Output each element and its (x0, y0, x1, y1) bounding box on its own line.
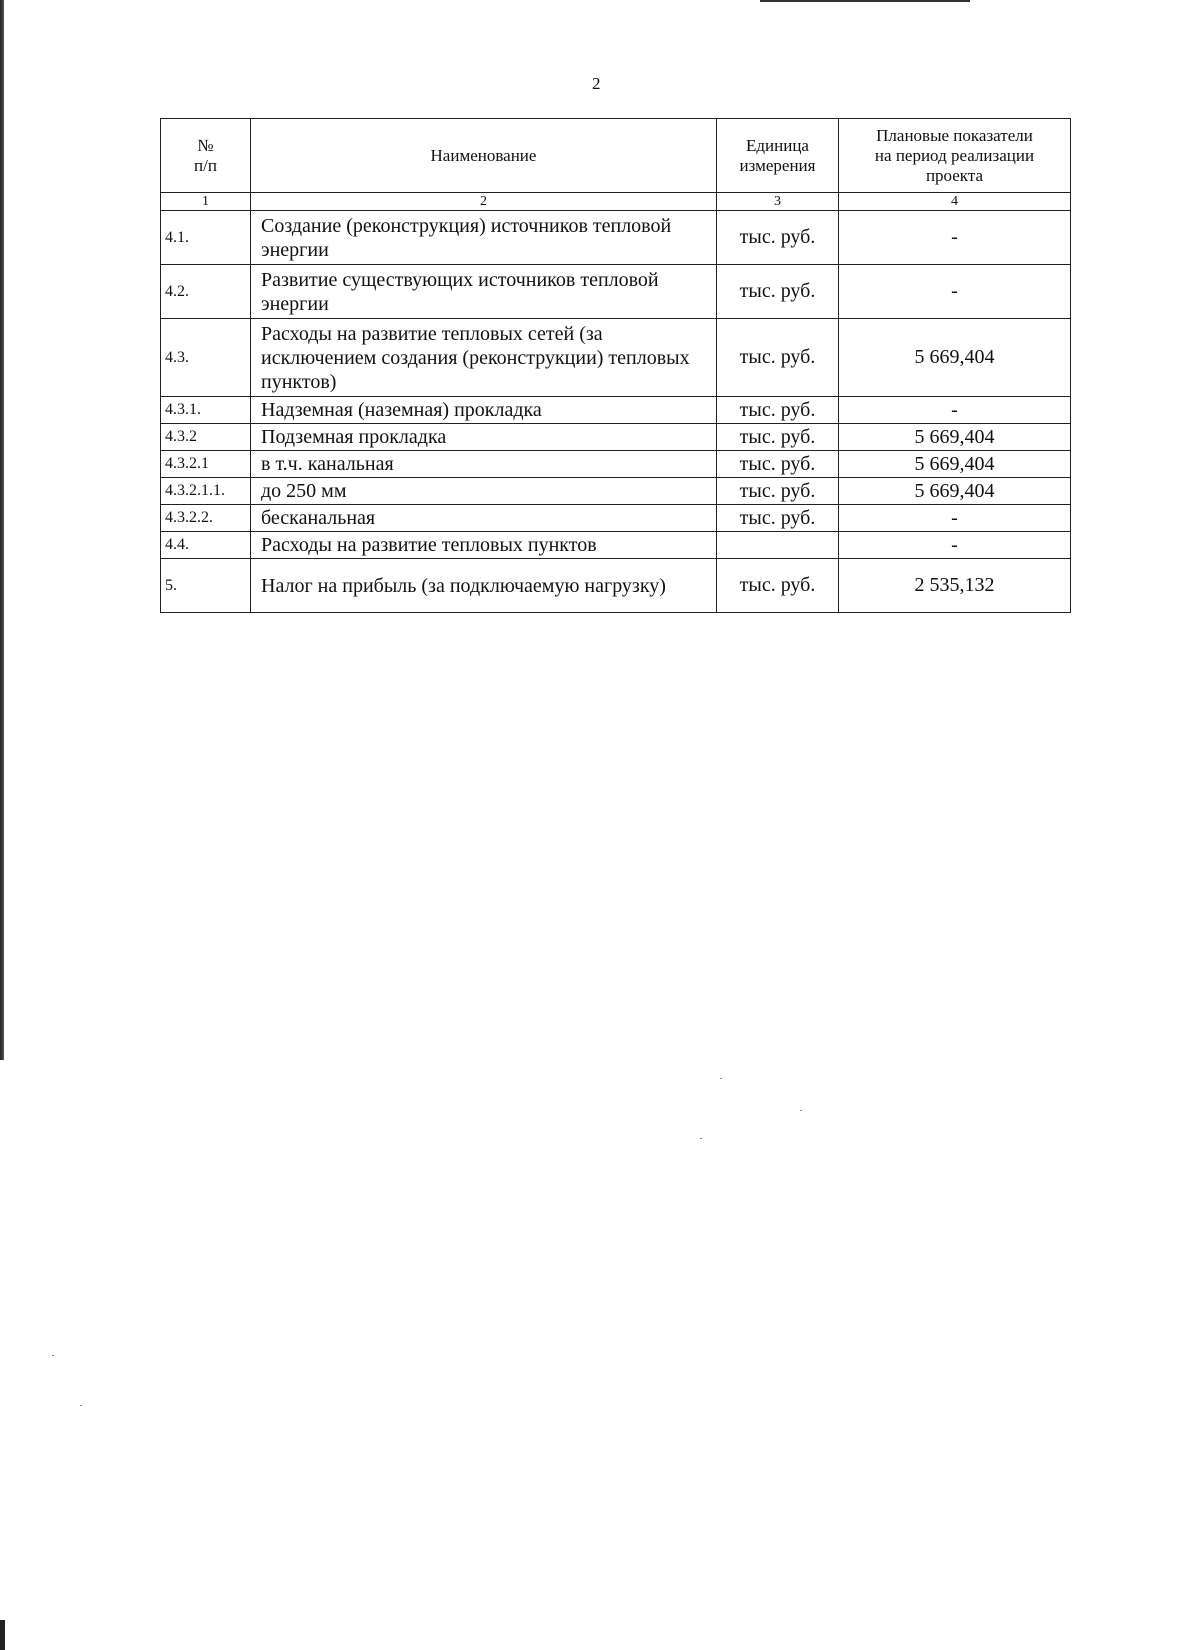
row-number: 4.4. (161, 532, 251, 559)
row-number: 4.2. (161, 265, 251, 319)
table-row (161, 424, 1071, 451)
row-value: 5 669,404 (839, 451, 1071, 478)
table-row (161, 319, 1071, 397)
row-name: Подземная прокладка (251, 424, 717, 451)
scan-speck (800, 1110, 802, 1111)
scan-speck (720, 1078, 722, 1079)
row-unit: тыс. руб. (717, 424, 839, 451)
column-number: 2 (251, 193, 717, 211)
row-name: Создание (реконструкция) источников тепловой энергии (251, 211, 717, 265)
table-row (161, 532, 1071, 559)
page-number: 2 (592, 74, 601, 93)
header-name: Наименование (251, 119, 717, 193)
row-number: 4.3.1. (161, 397, 251, 424)
row-name: Расходы на развитие тепловых сетей (за исключением создания (реконструкции) тепловых пунктов) (251, 319, 717, 397)
scan-speck (80, 1405, 82, 1406)
row-value: 5 669,404 (839, 319, 1071, 397)
row-number: 4.1. (161, 211, 251, 265)
table-header-row (161, 119, 1071, 193)
row-name: Надземная (наземная) прокладка (251, 397, 717, 424)
row-name: Расходы на развитие тепловых пунктов (251, 532, 717, 559)
row-unit: тыс. руб. (717, 319, 839, 397)
row-value: - (839, 397, 1071, 424)
row-number: 4.3. (161, 319, 251, 397)
row-number: 4.3.2 (161, 424, 251, 451)
row-unit (717, 532, 839, 559)
table-row (161, 559, 1071, 613)
row-name: до 250 мм (251, 478, 717, 505)
table-row (161, 397, 1071, 424)
row-unit: тыс. руб. (717, 559, 839, 613)
indicators-table (160, 118, 1071, 613)
row-name: в т.ч. канальная (251, 451, 717, 478)
header-value: Плановые показатели на период реализации проекта (839, 119, 1071, 193)
row-number: 4.3.2.1.1. (161, 478, 251, 505)
header-unit: Единица измерения (717, 119, 839, 193)
row-value: 2 535,132 (839, 559, 1071, 613)
row-unit: тыс. руб. (717, 397, 839, 424)
row-name: бесканальная (251, 505, 717, 532)
row-name: Развитие существующих источников тепловой энергии (251, 265, 717, 319)
row-value: 5 669,404 (839, 424, 1071, 451)
row-number: 4.3.2.2. (161, 505, 251, 532)
scan-edge-left (0, 0, 4, 1060)
row-value: - (839, 211, 1071, 265)
table-row (161, 265, 1071, 319)
table-row (161, 451, 1071, 478)
row-value: - (839, 505, 1071, 532)
row-number: 4.3.2.1 (161, 451, 251, 478)
row-value: - (839, 532, 1071, 559)
table-row (161, 211, 1071, 265)
row-unit: тыс. руб. (717, 478, 839, 505)
row-unit: тыс. руб. (717, 505, 839, 532)
row-value: - (839, 265, 1071, 319)
scan-speck (52, 1355, 54, 1356)
row-unit: тыс. руб. (717, 265, 839, 319)
column-number: 3 (717, 193, 839, 211)
row-unit: тыс. руб. (717, 211, 839, 265)
row-number: 5. (161, 559, 251, 613)
column-number: 4 (839, 193, 1071, 211)
table-row (161, 505, 1071, 532)
column-numbers-row (161, 193, 1071, 211)
column-number: 1 (161, 193, 251, 211)
row-name: Налог на прибыль (за подключаемую нагрузку) (251, 559, 717, 613)
row-unit: тыс. руб. (717, 451, 839, 478)
row-value: 5 669,404 (839, 478, 1071, 505)
header-num: № п/п (161, 119, 251, 193)
scan-edge-top (760, 0, 970, 2)
scan-edge-left-bottom (0, 1620, 5, 1650)
scan-speck (700, 1138, 702, 1139)
table-row (161, 478, 1071, 505)
